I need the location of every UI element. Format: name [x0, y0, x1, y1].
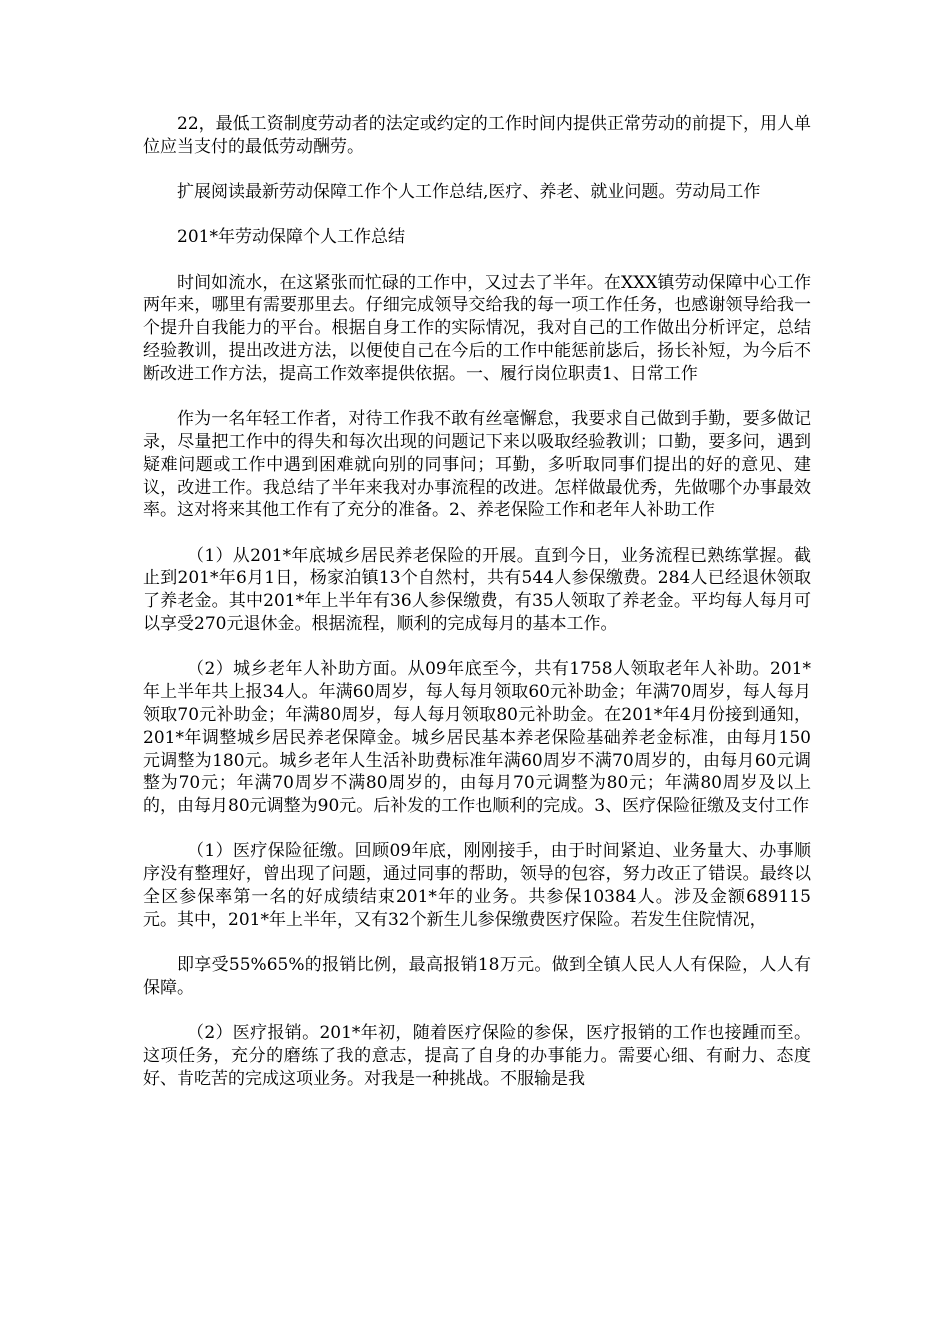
paragraph-extended-reading: 扩展阅读最新劳动保障工作个人工作总结,医疗、养老、就业问题。劳动局工作 [177, 182, 761, 203]
paragraph-medical-reimbursement: （2）医疗报销。201*年初，随着医疗保险的参保，医疗报销的工作也接踵而至。这项任务，充分的磨练了我的意志，提高了自身的办事能力。需要心细、有耐力、态度好、肯吃苦的完成这项业务。对我是一种挑战。不服输是我 [143, 1023, 811, 1089]
paragraph-medical-insurance-collection: （1）医疗保险征缴。回顾09年底，刚刚接手，由于时间紧迫、业务量大、办事顺序没有整理好，曾出现了问题，通过同事的帮助，领导的包容，努力改正了错误。最终以全区参保率第一名的好成绩结束201*年的业务。共参保10384人。涉及金额689115元。其中，201*年上半年，又有32个新生儿参保缴费医疗保险。若发生住院情况， [143, 841, 811, 930]
paragraph-reimbursement-ratio: 即享受55%65%的报销比例，最高报销18万元。做到全镇人民人人有保险，人人有保障。 [143, 955, 811, 998]
document-body [143, 113, 811, 1113]
paragraph-summary-title: 201*年劳动保障个人工作总结 [177, 227, 405, 248]
paragraph-introduction: 时间如流水，在这紧张而忙碌的工作中，又过去了半年。在XXX镇劳动保障中心工作两年来，哪里有需要那里去。仔细完成领导交给我的每一项工作任务，也感谢领导给我一个提升自我能力的平台。根据自身工作的实际情况，我对自己的工作做出分析评定，总结经验教训，提出改进方法，以便使自己在今后的工作中能惩前毖后，扬长补短，为今后不断改进工作方法，提高工作效率提供依据。一、履行岗位职责1、日常工作 [143, 272, 811, 384]
paragraph-minimum-wage-definition: 22，最低工资制度劳动者的法定或约定的工作时间内提供正常劳动的前提下，用人单位应当支付的最低劳动酬劳。 [143, 114, 811, 157]
paragraph-elderly-subsidy: （2）城乡老年人补助方面。从09年底至今，共有1758人领取老年人补助。201*年上半年共上报34人。年满60周岁，每人每月领取60元补助金；年满70周岁，每人每月领取70元补助金；年满80周岁，每人每月领取80元补助金。在201*年4月份接到通知，201*年调整城乡居民养老保障金。城乡居民基本养老保险基础养老金标准，由每月150元调整为180元。城乡老年人生活补助费标准年满60周岁不满70周岁的，由每月60元调整为70元；年满70周岁不满80周岁的，由每月70元调整为80元；年满80周岁及以上的，由每月80元调整为90元。后补发的工作也顺利的完成。3、医疗保险征缴及支付工作 [143, 659, 811, 817]
paragraph-daily-work: 作为一名年轻工作者，对待工作我不敢有丝毫懈怠，我要求自己做到手勤，要多做记录，尽量把工作中的得失和每次出现的问题记下来以吸取经验教训；口勤，要多问，遇到疑难问题或工作中遇到困难就向别的同事问；耳勤，多听取同事们提出的好的意见、建议，改进工作。我总结了半年来我对办事流程的改进。怎样做最优秀，先做哪个办事最效率。这对将来其他工作有了充分的准备。2、养老保险工作和老年人补助工作 [143, 409, 811, 521]
paragraph-pension-insurance: （1）从201*年底城乡居民养老保险的开展。直到今日，业务流程已熟练掌握。截止到201*年6月1日，杨家泊镇13个自然村，共有544人参保缴费。284人已经退休领取了养老金。其中201*年上半年有36人参保缴费，有35人领取了养老金。平均每人每月可以享受270元退休金。根据流程，顺利的完成每月的基本工作。 [143, 545, 811, 635]
